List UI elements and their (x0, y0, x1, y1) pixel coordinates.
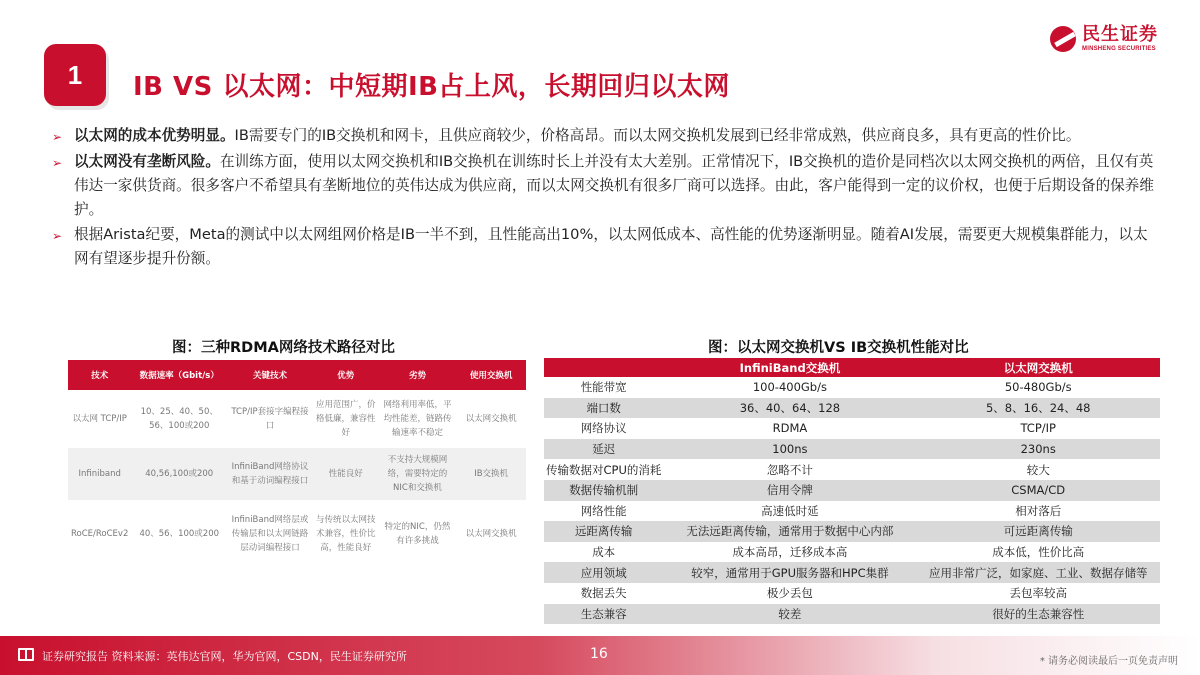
book-icon (18, 648, 34, 661)
table-cell: CSMA/CD (916, 480, 1160, 501)
table-row (68, 500, 526, 567)
table-cell: 应用非常广泛，如家庭、工业、数据存储等 (916, 562, 1160, 583)
table-header-row (68, 360, 526, 390)
table-cell: 较大 (916, 459, 1160, 480)
table-header-cell: 技术 (68, 360, 131, 390)
row-label: 网络协议 (544, 418, 663, 439)
table-cell: 5、8、16、24、48 (916, 398, 1160, 419)
rdma-comparison-table (68, 360, 526, 567)
table-cell: 无法远距离传输，通常用于数据中心内部 (663, 521, 916, 542)
row-label: 传输数据对CPU的消耗 (544, 459, 663, 480)
table-cell: 性能良好 (313, 448, 379, 500)
table-cell: 100-400Gb/s (663, 377, 916, 398)
table-row (544, 439, 1160, 460)
table-row (544, 521, 1160, 542)
table-header-cell (544, 358, 663, 377)
table-cell: 40,56,100或200 (131, 448, 227, 500)
table-cell: 可远距离传输 (916, 521, 1160, 542)
table-header-cell: 使用交换机 (456, 360, 526, 390)
table-cell: 极少丢包 (663, 583, 916, 604)
row-label: 远距离传输 (544, 521, 663, 542)
row-label: 应用领域 (544, 562, 663, 583)
bullet-item (52, 124, 1162, 149)
table-cell: 10、25、40、50、56、100或200 (131, 390, 227, 448)
table-cell: 成本低，性价比高 (916, 542, 1160, 563)
table-header-cell: InfiniBand交换机 (663, 358, 916, 377)
table-header-cell: 优势 (313, 360, 379, 390)
footer-bar (0, 636, 1200, 675)
table-row (544, 604, 1160, 625)
footer-source: 证券研究报告 资料来源：英伟达官网，华为官网，CSDN，民生证券研究所 (42, 650, 407, 663)
bullet-item (52, 223, 1162, 271)
table-cell: 36、40、64、128 (663, 398, 916, 419)
table-cell: 不支持大规模网络，需要特定的NIC和交换机 (379, 448, 457, 500)
row-label: 网络性能 (544, 501, 663, 522)
table-cell: 与传统以太网技术兼容，性价比高，性能良好 (313, 500, 379, 567)
table-cell: IB交换机 (456, 448, 526, 500)
logo-mark-icon (1050, 26, 1076, 52)
page-title: IB VS 以太网：中短期IB占上风，长期回归以太网 (133, 72, 730, 102)
table-cell: 230ns (916, 439, 1160, 460)
table-cell: 较差 (663, 604, 916, 625)
row-label: 数据传输机制 (544, 480, 663, 501)
table-row (544, 480, 1160, 501)
arrow-bullet-icon: ➢ (52, 229, 63, 243)
bullet-item (52, 150, 1162, 222)
row-label: 延迟 (544, 439, 663, 460)
row-label: 数据丢失 (544, 583, 663, 604)
table-cell: 信用令牌 (663, 480, 916, 501)
table-cell: 50-480Gb/s (916, 377, 1160, 398)
table-row (544, 583, 1160, 604)
table-cell: 成本高昂，迁移成本高 (663, 542, 916, 563)
row-label: 成本 (544, 542, 663, 563)
row-label: 性能带宽 (544, 377, 663, 398)
table-row (544, 418, 1160, 439)
arrow-bullet-icon: ➢ (52, 156, 63, 170)
table-row (68, 390, 526, 448)
switch-performance-table (544, 358, 1160, 624)
table-row (544, 459, 1160, 480)
bullet-lead: 以太网没有垄断风险。 (74, 153, 220, 170)
logo-name-en: MINSHENG SECURITIES (1082, 46, 1156, 52)
table-cell: 相对落后 (916, 501, 1160, 522)
logo-name-cn: 民生证券 (1082, 24, 1158, 45)
brand-logo (1050, 26, 1158, 52)
bullet-lead: 以太网的成本优势明显。 (74, 127, 235, 144)
table-header-cell: 数据速率（Gbit/s） (131, 360, 227, 390)
table-cell: 高速低时延 (663, 501, 916, 522)
table-cell: 丢包率较高 (916, 583, 1160, 604)
table-cell: InfiniBand网络协议和基于动词编程接口 (227, 448, 313, 500)
table-cell: RoCE/RoCEv2 (68, 500, 131, 567)
disclaimer-text: * 请务必阅读最后一页免责声明 (1039, 656, 1178, 667)
table-cell: TCP/IP (916, 418, 1160, 439)
table-cell: 40、56、100或200 (131, 500, 227, 567)
table-cell: TCP/IP套接字编程接口 (227, 390, 313, 448)
bullet-text: 根据Arista纪要，Meta的测试中以太网组网价格是IB一半不到，且性能高出10%，以太网低成本、高性能的优势逐渐明显。随着AI发展，需要更大规模集群能力，以太网有望逐步提升份额。 (74, 226, 1148, 267)
table-row (544, 398, 1160, 419)
table-header-row (544, 358, 1160, 377)
bullet-text: IB需要专门的IB交换机和网卡，且供应商较少，价格高昂。而以太网交换机发展到已经非常成熟，供应商良多，具有更高的性价比。 (234, 127, 1081, 144)
table-cell: 100ns (663, 439, 916, 460)
table-cell: 以太网 TCP/IP (68, 390, 131, 448)
left-figure-caption: 图：三种RDMA网络技术路径对比 (172, 340, 395, 356)
table-row (544, 377, 1160, 398)
table-cell: 特定的NIC，仍然有许多挑战 (379, 500, 457, 567)
table-row (68, 448, 526, 500)
table-row (544, 542, 1160, 563)
row-label: 生态兼容 (544, 604, 663, 625)
table-row (544, 501, 1160, 522)
right-figure-caption: 图：以太网交换机VS IB交换机性能对比 (708, 340, 969, 356)
table-cell: 以太网交换机 (456, 390, 526, 448)
table-header-cell: 关键技术 (227, 360, 313, 390)
table-header-cell: 劣势 (379, 360, 457, 390)
table-cell: RDMA (663, 418, 916, 439)
arrow-bullet-icon: ➢ (52, 130, 63, 144)
table-cell: InfiniBand网络层或传输层和以太网链路层动词编程接口 (227, 500, 313, 567)
table-cell: Infiniband (68, 448, 131, 500)
row-label: 端口数 (544, 398, 663, 419)
bullet-list (52, 124, 1162, 272)
bullet-text: 在训练方面，使用以太网交换机和IB交换机在训练时长上并没有太大差别。正常情况下，IB交换机的造价是同档次以太网交换机的两倍，且仅有英伟达一家供货商。很多客户不希望具有垄断地位的英伟达成为供应商，而以太网交换机有很多厂商可以选择。由此，客户能得到一定的议价权，也便于后期设备的保养维护。 (74, 153, 1154, 218)
table-cell: 以太网交换机 (456, 500, 526, 567)
section-number-badge: 1 (44, 44, 106, 106)
table-cell: 网络利用率低，平均性能差，链路传输速率不稳定 (379, 390, 457, 448)
table-cell: 忽略不计 (663, 459, 916, 480)
table-header-cell: 以太网交换机 (916, 358, 1160, 377)
table-cell: 很好的生态兼容性 (916, 604, 1160, 625)
table-cell: 较窄，通常用于GPU服务器和HPC集群 (663, 562, 916, 583)
page-number: 16 (590, 646, 608, 662)
table-row (544, 562, 1160, 583)
table-cell: 应用范围广，价格低廉，兼容性好 (313, 390, 379, 448)
